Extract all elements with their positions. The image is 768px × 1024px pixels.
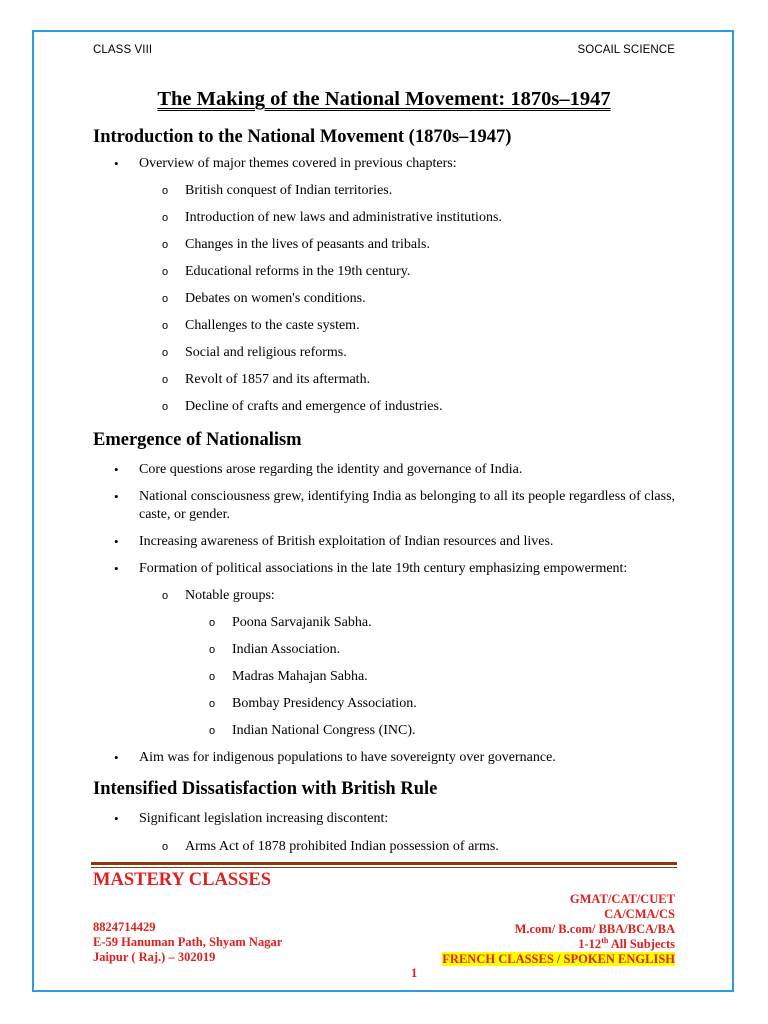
list-item: o British conquest of Indian territories. [93, 182, 683, 201]
list-item: o Arms Act of 1878 prohibited Indian possession of arms. [93, 838, 683, 857]
list-item: • Formation of political associations in the late 19th century emphasizing empowerment: [93, 560, 683, 579]
course-line-1: GMAT/CAT/CUET [569, 892, 675, 906]
address-line-2: Jaipur ( Raj.) – 302019 [93, 950, 216, 964]
list-item: o Revolt of 1857 and its aftermath. [93, 371, 683, 390]
list-item: • Core questions arose regarding the identity and governance of India. [93, 461, 683, 480]
list-item: o Madras Mahajan Sabha. [93, 668, 683, 687]
section-heading-introduction: Introduction to the National Movement (1870s–1947) [93, 127, 512, 147]
list-item: o Bombay Presidency Association. [93, 695, 683, 714]
list-item: o Social and religious reforms. [93, 344, 683, 363]
course-line-4-sup: th [601, 935, 609, 945]
section-heading-nationalism: Emergence of Nationalism [93, 429, 302, 450]
highlighted-course: FRENCH CLASSES / SPOKEN ENGLISH [442, 952, 675, 966]
list-item: • Overview of major themes covered in previous chapters: [93, 155, 683, 174]
list-item: • Increasing awareness of British exploitation of Indian resources and lives. [93, 533, 683, 552]
course-line-4-prefix: 1-12 [578, 937, 602, 951]
list-item: o Indian Association. [93, 641, 683, 660]
nationalism-list [93, 461, 683, 768]
footer-contact [93, 920, 282, 965]
course-line-4 [442, 937, 675, 952]
address-line-1: E-59 Hanuman Path, Shyam Nagar [93, 935, 283, 949]
list-item: o Educational reforms in the 19th century. [93, 263, 683, 282]
course-line-2: CA/CMA/CS [604, 907, 675, 921]
page-number: 1 [411, 966, 418, 980]
phone-number: 8824714429 [93, 920, 156, 934]
footer-rule-thin [91, 867, 677, 868]
list-item: o Challenges to the caste system. [93, 317, 683, 336]
introduction-list [93, 155, 683, 417]
list-item: o Introduction of new laws and administrative institutions. [93, 209, 683, 228]
list-item: • Aim was for indigenous populations to have sovereignty over governance. [93, 749, 683, 768]
list-item: • National consciousness grew, identifying India as belonging to all its people regardless of class, caste, or gender. [93, 488, 683, 525]
header-class-label: CLASS VIII [93, 44, 153, 56]
list-item: o Poona Sarvajanik Sabha. [93, 614, 683, 633]
brand-name: MASTERY CLASSES [93, 870, 272, 890]
header-subject-label: SOCAIL SCIENCE [577, 44, 675, 56]
document-title [0, 88, 768, 111]
footer-courses [442, 892, 675, 967]
dissatisfaction-list [93, 810, 683, 857]
document-body [93, 124, 683, 857]
course-line-5 [442, 952, 675, 967]
list-item: o Notable groups: [93, 587, 683, 606]
section-heading-dissatisfaction: Intensified Dissatisfaction with British Rule [93, 778, 438, 799]
course-line-3: M.com/ B.com/ BBA/BCA/BA [514, 922, 675, 936]
list-item: • Significant legislation increasing discontent: [93, 810, 683, 829]
list-item: o Debates on women's conditions. [93, 290, 683, 309]
list-item: o Indian National Congress (INC). [93, 722, 683, 741]
footer-rule [91, 862, 677, 865]
list-item: o Changes in the lives of peasants and tribals. [93, 236, 683, 255]
document-title-text: The Making of the National Movement: 1870s–1947 [157, 88, 611, 110]
list-item: o Decline of crafts and emergence of industries. [93, 398, 683, 417]
course-line-4-suffix: All Subjects [608, 937, 675, 951]
